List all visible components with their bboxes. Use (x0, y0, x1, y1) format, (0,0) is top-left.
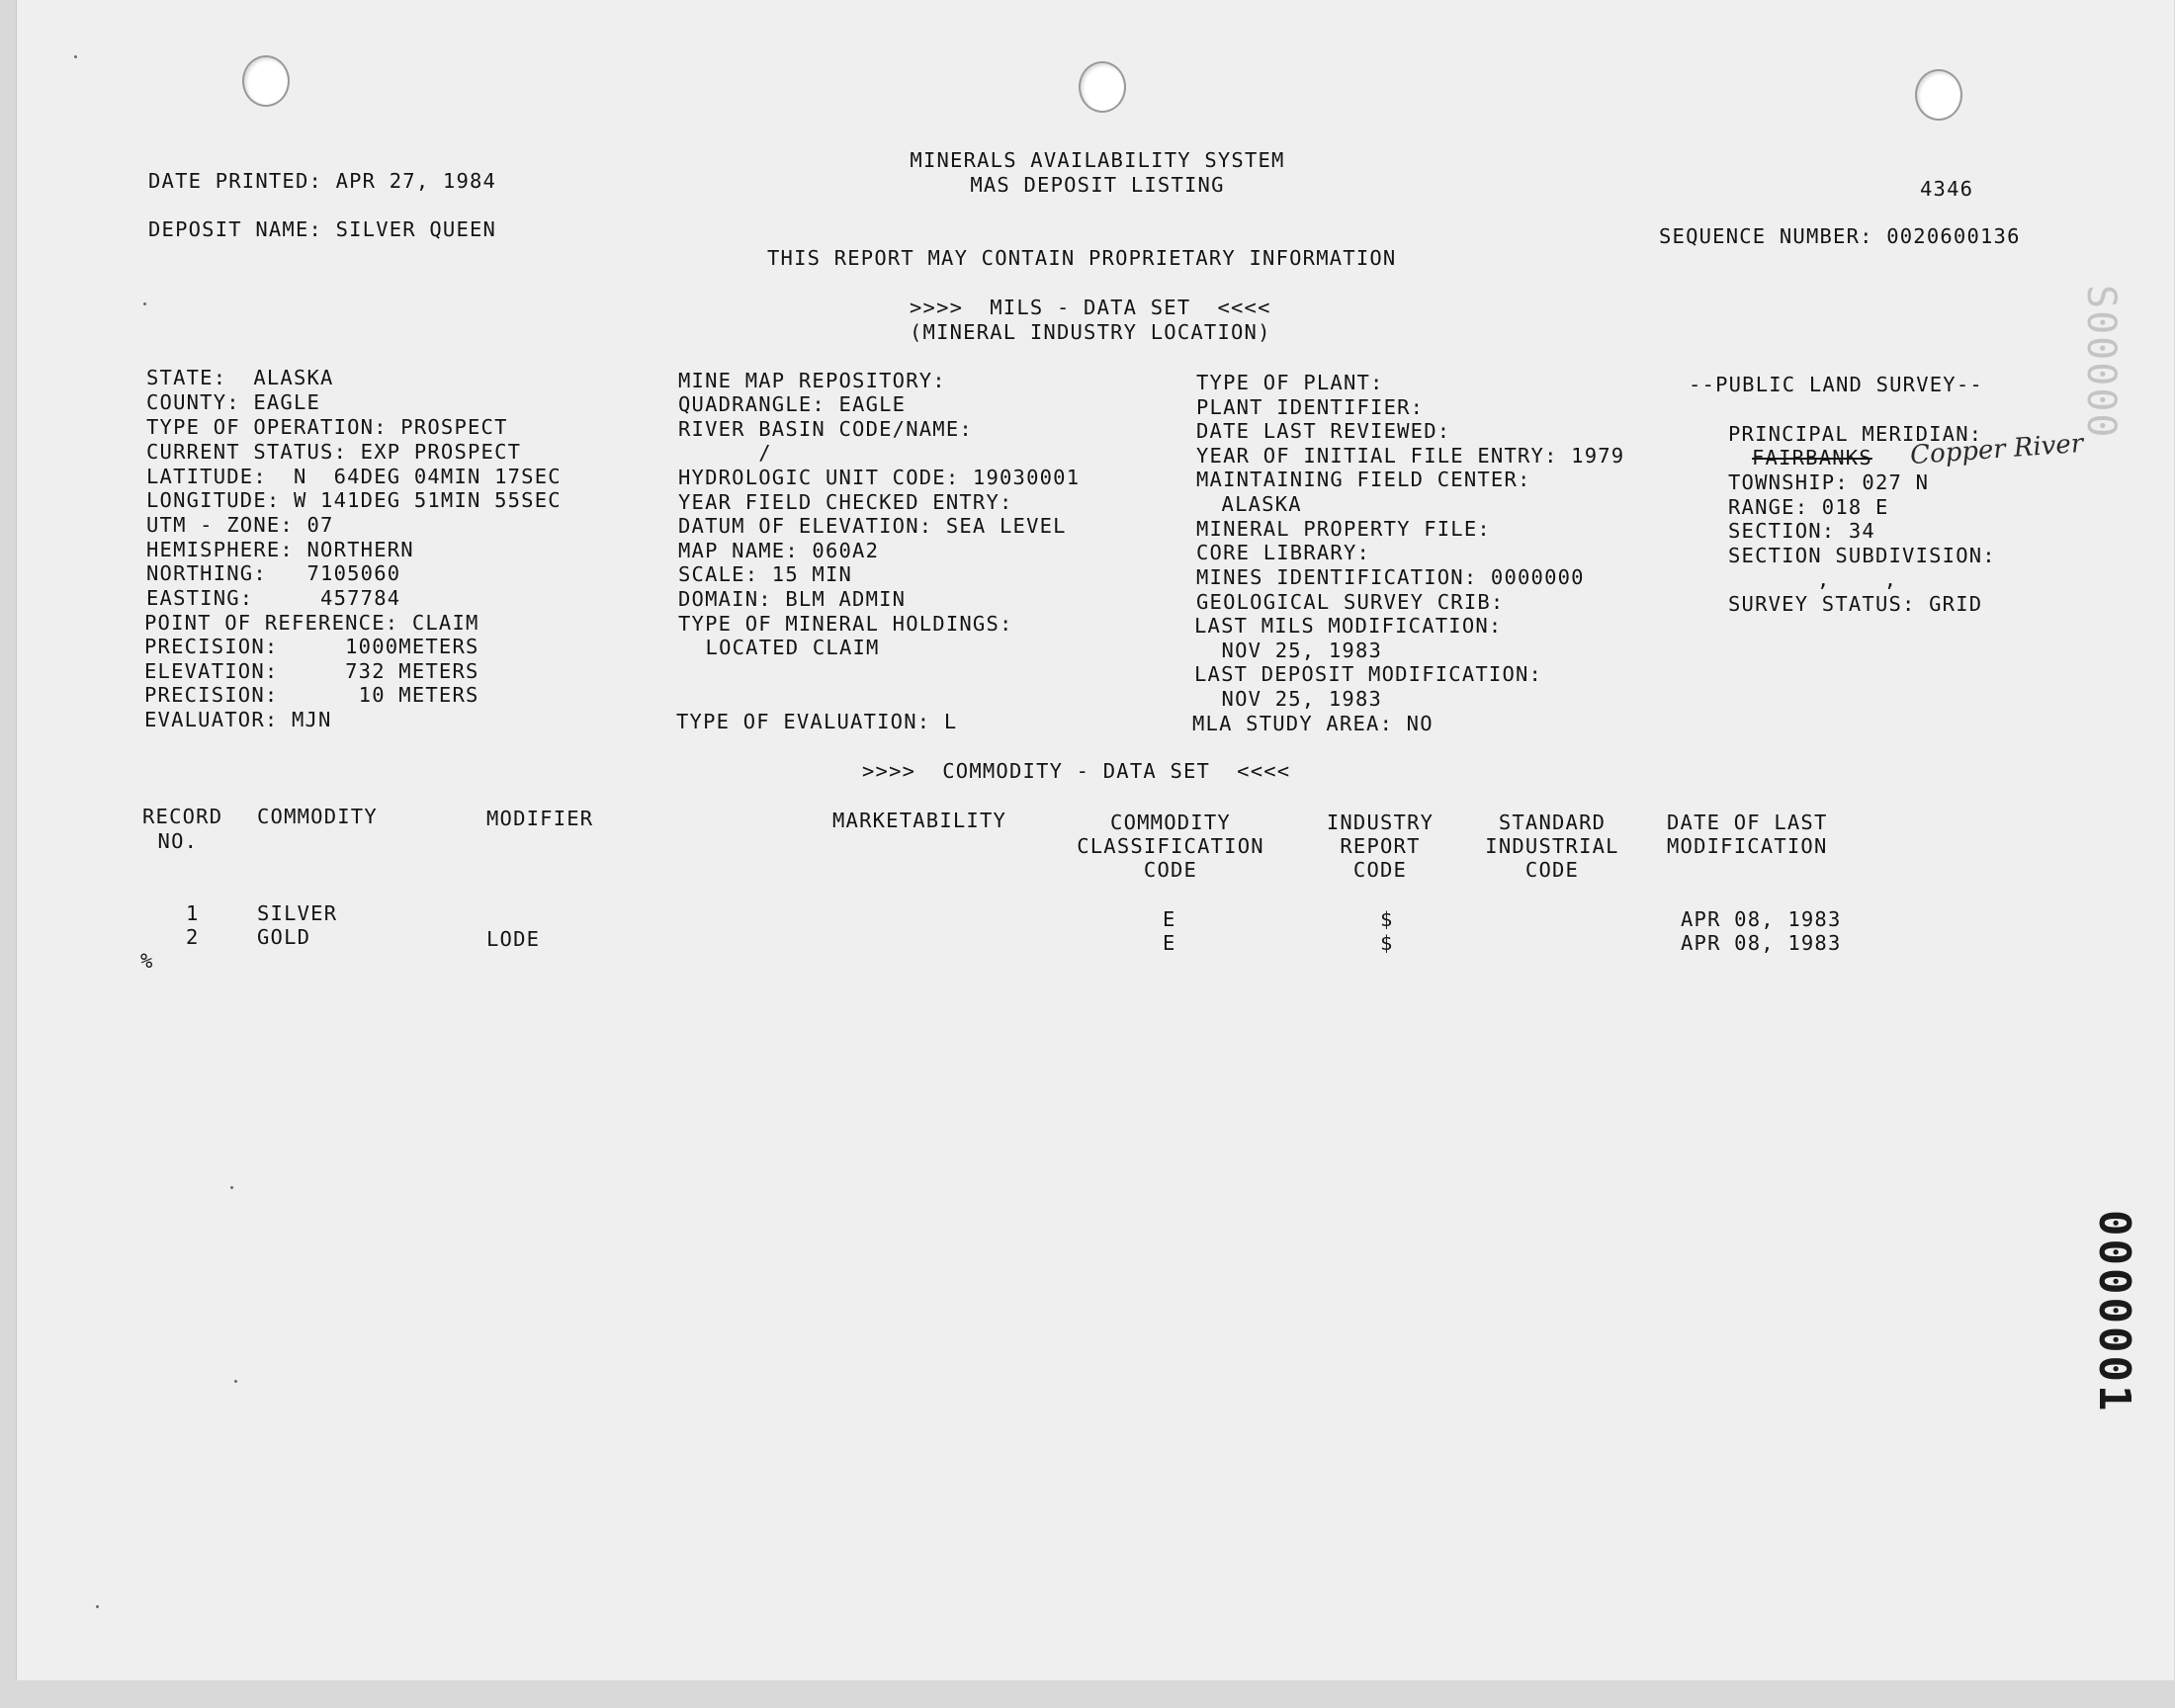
speck (96, 1605, 99, 1608)
mils-geological-survey-crib: GEOLOGICAL SURVEY CRIB: (1196, 590, 1505, 614)
mils-year-initial-entry: YEAR OF INITIAL FILE ENTRY: 1979 (1196, 444, 1625, 468)
row-1-classification: E (1163, 907, 1176, 931)
stamp-bottom-right: 0000001 (2089, 1210, 2139, 1414)
date-printed: DATE PRINTED: APR 27, 1984 (148, 169, 497, 193)
mils-hydrologic-unit-code: HYDROLOGIC UNIT CODE: 19030001 (678, 466, 1081, 489)
col-header-industry-2: REPORT (1340, 834, 1421, 858)
land-survey-range: RANGE: 018 E (1728, 495, 1889, 519)
mils-operation-type: TYPE OF OPERATION: PROSPECT (146, 415, 508, 439)
land-survey-section: SECTION: 34 (1728, 519, 1875, 543)
mils-current-status: CURRENT STATUS: EXP PROSPECT (146, 440, 522, 464)
mils-maintaining-field-center: MAINTAINING FIELD CENTER: (1196, 468, 1531, 491)
mils-field-center-value: ALASKA (1208, 492, 1302, 516)
mils-precision-elevation: PRECISION: 10 METERS (144, 683, 479, 707)
mils-domain: DOMAIN: BLM ADMIN (678, 587, 907, 611)
sequence-number: SEQUENCE NUMBER: 0020600136 (1659, 224, 2021, 248)
listing-title: MAS DEPOSIT LISTING (970, 173, 1225, 197)
row-1-commodity: SILVER (257, 901, 338, 925)
col-header-classification-3: CODE (1143, 858, 1198, 882)
mils-last-mils-modification-date: NOV 25, 1983 (1208, 639, 1383, 662)
punch-hole-center (1079, 61, 1126, 113)
mils-type-of-plant: TYPE OF PLANT: (1196, 371, 1384, 394)
mils-date-last-reviewed: DATE LAST REVIEWED: (1196, 419, 1451, 443)
mils-northing: NORTHING: 7105060 (146, 561, 401, 585)
mils-mineral-holdings: TYPE OF MINERAL HOLDINGS: (678, 612, 1013, 636)
row-1-date: APR 08, 1983 (1681, 907, 1842, 931)
col-header-sic-2: INDUSTRIAL (1485, 834, 1619, 858)
mils-precision-location: PRECISION: 1000METERS (144, 635, 479, 658)
row-2-classification: E (1163, 931, 1176, 955)
mils-mla-study-area: MLA STUDY AREA: NO (1192, 712, 1434, 735)
col-header-last-mod-1: DATE OF LAST (1667, 811, 1828, 834)
land-survey-status: SURVEY STATUS: GRID (1728, 592, 1983, 616)
speck (230, 1186, 233, 1189)
mils-last-mils-modification: LAST MILS MODIFICATION: (1194, 614, 1503, 638)
mils-heading: >>>> MILS - DATA SET <<<< (910, 296, 1271, 319)
punch-hole-left (242, 55, 290, 107)
speck (74, 55, 77, 58)
row-2-commodity: GOLD (257, 925, 311, 949)
stamp-top-right: S00000 (2078, 285, 2124, 440)
col-header-last-mod-2: MODIFICATION (1667, 834, 1828, 858)
col-header-sic-3: CODE (1524, 858, 1580, 882)
mils-easting: EASTING: 457784 (146, 586, 401, 610)
mils-datum-of-elevation: DATUM OF ELEVATION: SEA LEVEL (678, 514, 1067, 538)
mils-last-deposit-modification-date: NOV 25, 1983 (1208, 687, 1383, 711)
mils-latitude: LATITUDE: N 64DEG 04MIN 17SEC (146, 465, 562, 488)
col-header-modifier: MODIFIER (486, 807, 594, 830)
col-header-record-no: NO. (144, 829, 199, 853)
col-header-marketability: MARKETABILITY (832, 809, 1007, 832)
col-header-industry-1: INDUSTRY (1326, 811, 1435, 834)
land-survey-subdivision-marks: , , (1817, 567, 1898, 591)
mils-core-library: CORE LIBRARY: (1196, 541, 1371, 564)
mils-last-deposit-modification: LAST DEPOSIT MODIFICATION: (1194, 662, 1543, 686)
proprietary-notice: THIS REPORT MAY CONTAIN PROPRIETARY INFORMATION (767, 246, 1397, 270)
punch-hole-right (1915, 69, 1962, 121)
mils-utm-zone: UTM - ZONE: 07 (146, 513, 334, 537)
page-number: 4346 (1920, 177, 1974, 201)
deposit-name: DEPOSIT NAME: SILVER QUEEN (148, 217, 497, 241)
row-1-industry: $ (1380, 907, 1394, 931)
land-survey-principal-meridian: PRINCIPAL MERIDIAN: (1728, 422, 1983, 446)
mils-state: STATE: ALASKA (146, 366, 334, 389)
mils-subheading: (MINERAL INDUSTRY LOCATION) (910, 320, 1271, 344)
mils-river-basin: RIVER BASIN CODE/NAME: (678, 417, 973, 441)
row-2-date: APR 08, 1983 (1681, 931, 1842, 955)
mils-type-of-evaluation: TYPE OF EVALUATION: L (676, 710, 958, 733)
mils-mineral-holdings-value: LOCATED CLAIM (692, 636, 880, 659)
mils-mine-map-repository: MINE MAP REPOSITORY: (678, 369, 946, 392)
mils-county: COUNTY: EAGLE (146, 390, 321, 414)
mils-longitude: LONGITUDE: W 141DEG 51MIN 55SEC (146, 488, 562, 512)
land-survey-township: TOWNSHIP: 027 N (1728, 470, 1930, 494)
land-survey-heading: --PUBLIC LAND SURVEY-- (1689, 373, 1983, 396)
mils-point-of-reference: POINT OF REFERENCE: CLAIM (144, 611, 479, 635)
col-header-classification-2: CLASSIFICATION (1077, 834, 1264, 858)
row-1-no: 1 (186, 901, 200, 925)
mils-scale: SCALE: 15 MIN (678, 562, 853, 586)
mils-mineral-property-file: MINERAL PROPERTY FILE: (1196, 517, 1491, 541)
row-2-no: 2 (186, 925, 200, 949)
col-header-commodity: COMMODITY (257, 805, 378, 828)
commodity-heading: >>>> COMMODITY - DATA SET <<<< (862, 759, 1291, 783)
mils-river-basin-value: / (678, 441, 772, 465)
handwritten-meridian-correction: Copper River (1909, 428, 2085, 471)
land-survey-meridian-struck: FAIRBANKS (1752, 446, 1872, 470)
col-header-classification-1: COMMODITY (1110, 811, 1231, 834)
speck (234, 1380, 237, 1383)
mils-elevation: ELEVATION: 732 METERS (144, 659, 479, 683)
mils-plant-identifier: PLANT IDENTIFIER: (1196, 395, 1425, 419)
col-header-record: RECORD (142, 805, 223, 828)
col-header-industry-3: CODE (1352, 858, 1408, 882)
mils-quadrangle: QUADRANGLE: EAGLE (678, 392, 907, 416)
mils-mines-identification: MINES IDENTIFICATION: 0000000 (1196, 565, 1585, 589)
col-header-sic-1: STANDARD (1498, 811, 1607, 834)
mils-year-field-checked: YEAR FIELD CHECKED ENTRY: (678, 490, 1013, 514)
speck (143, 302, 146, 305)
system-title: MINERALS AVAILABILITY SYSTEM (910, 148, 1285, 172)
row-2-industry: $ (1380, 931, 1394, 955)
mils-map-name: MAP NAME: 060A2 (678, 539, 880, 562)
mils-evaluator: EVALUATOR: MJN (144, 708, 332, 731)
mils-hemisphere: HEMISPHERE: NORTHERN (146, 538, 414, 561)
row-2-modifier: LODE (486, 927, 541, 951)
end-marker: % (140, 949, 154, 973)
land-survey-section-subdivision: SECTION SUBDIVISION: (1728, 544, 1996, 567)
